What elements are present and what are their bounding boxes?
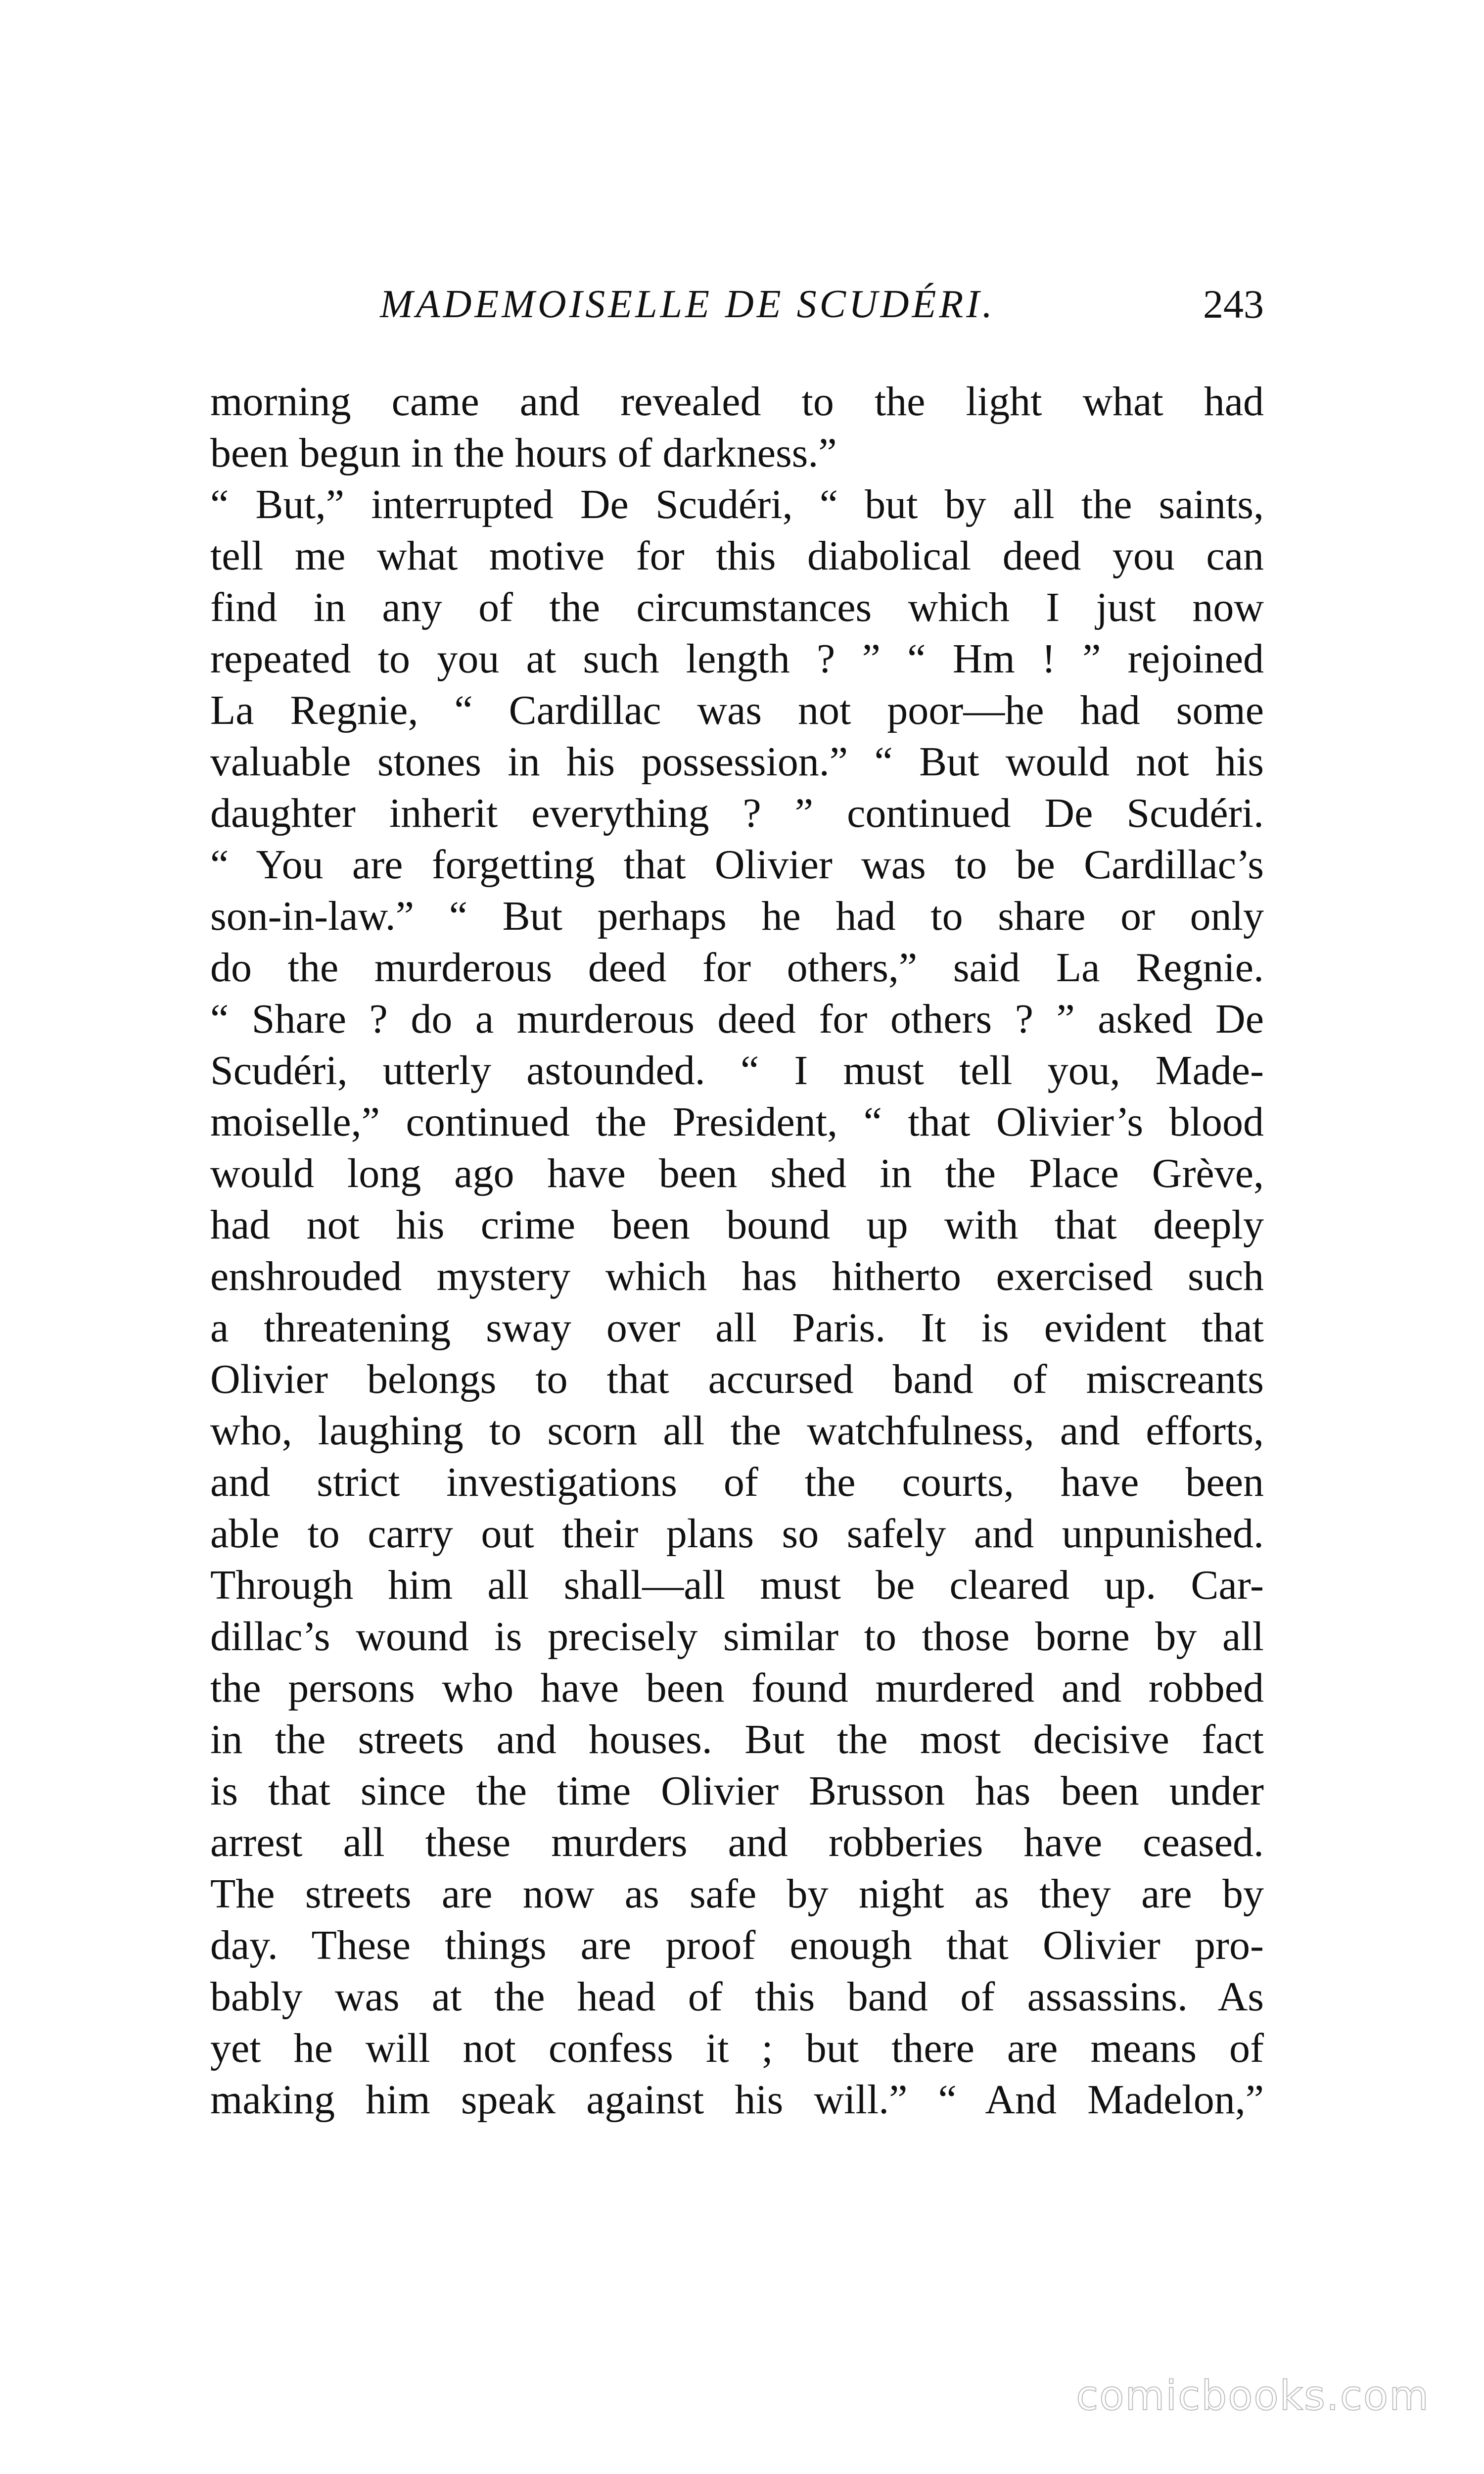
text-line: in the streets and houses. But the most decisive fact [210,1716,1264,1762]
text-line: find in any of the circumstances which I just now [210,584,1264,630]
text-line: morning came and revealed to the light what had [210,379,1264,425]
text-line: and strict investigations of the courts, have been [210,1459,1264,1505]
text-line: The streets are now as safe by night as they are by [210,1871,1264,1917]
body-text [210,376,1264,2126]
text-line: had not his crime been bound up with that deeply [210,1202,1264,1248]
text-line: able to carry out their plans so safely and unpunished. [210,1511,1264,1557]
text-line: been begun in the hours of darkness.” [210,430,837,476]
page-number: 243 [1203,282,1264,327]
text-line: “ Share ? do a murderous deed for others ? ” asked De [210,996,1264,1042]
text-line: making him speak against his will.” “ And Madelon,” [210,2077,1264,2123]
text-line: Through him all shall—all must be cleared up. Car- [210,1562,1264,1608]
watermark: comicbooks.com [1076,2373,1430,2420]
text-line: a threatening sway over all Paris. It is evident that [210,1305,1264,1351]
running-title: MADEMOISELLE DE SCUDÉRI. [380,283,995,326]
text-line: bably was at the head of this band of assassins. As [210,1974,1264,2020]
text-line: “ You are forgetting that Olivier was to be Cardillac’s [210,842,1264,888]
text-line: Olivier belongs to that accursed band of miscreants [210,1356,1264,1402]
text-line: La Regnie, “ Cardillac was not poor—he had some [210,687,1264,733]
text-line: moiselle,” continued the President, “ that Olivier’s blood [210,1099,1264,1145]
text-line: yet he will not confess it ; but there are means of [210,2025,1264,2071]
text-line: the persons who have been found murdered and robbed [210,1665,1264,1711]
text-line: Scudéri, utterly astounded. “ I must tell you, Made- [210,1047,1264,1094]
text-line: enshrouded mystery which has hitherto exercised such [210,1253,1264,1299]
running-head [210,275,1264,334]
text-line: day. These things are proof enough that Olivier pro- [210,1922,1264,1968]
text-line: daughter inherit everything ? ” continued De Scudéri. [210,790,1264,836]
text-line: dillac’s wound is precisely similar to those borne by all [210,1614,1264,1660]
text-line: “ But,” interrupted De Scudéri, “ but by all the saints, [210,481,1264,527]
text-line: tell me what motive for this diabolical deed you can [210,533,1264,579]
text-line: who, laughing to scorn all the watchfulness, and efforts, [210,1408,1264,1454]
text-line: would long ago have been shed in the Place Grève, [210,1150,1264,1196]
text-line: do the murderous deed for others,” said La Regnie. [210,945,1264,991]
text-line: repeated to you at such length ? ” “ Hm ! ” rejoined [210,636,1264,682]
text-line: arrest all these murders and robberies have ceased. [210,1819,1264,1865]
text-line: valuable stones in his possession.” “ But would not his [210,739,1264,785]
text-line: is that since the time Olivier Brusson has been under [210,1768,1264,1814]
text-line: son-in-law.” “ But perhaps he had to share or only [210,893,1264,939]
